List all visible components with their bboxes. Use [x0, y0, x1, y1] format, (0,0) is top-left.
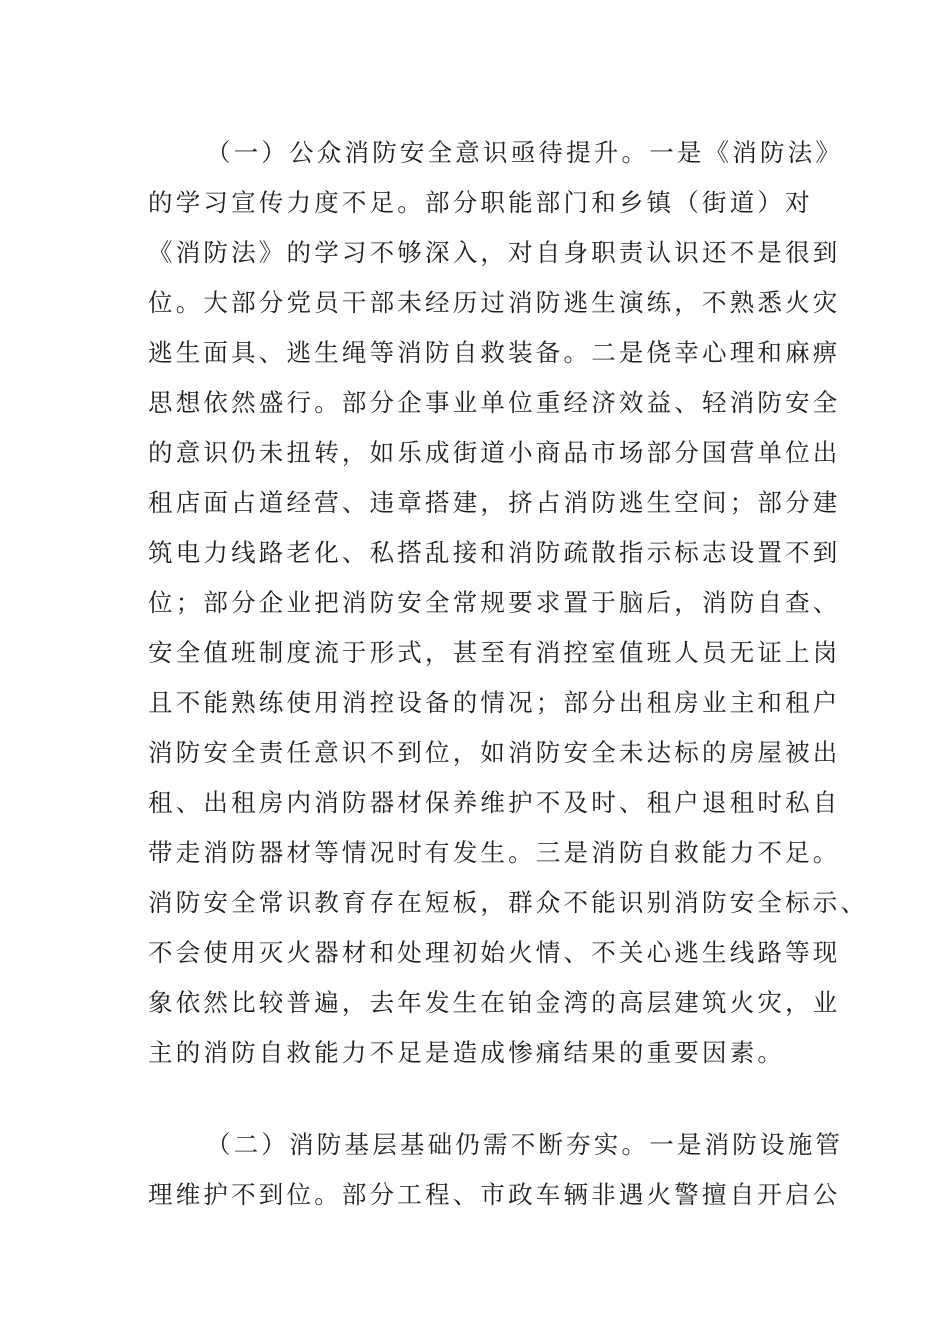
paragraph-line: 租、出租房内消防器材保养维护不及时、租户退租时私自	[148, 788, 841, 817]
paragraph-line: 主的消防自救能力不足是造成惨痛结果的重要因素。	[148, 1038, 786, 1067]
paragraph-line: 的学习宣传力度不足。部分职能部门和乡镇（街道）对	[148, 188, 813, 217]
paragraph-line: 租店面占道经营、违章搭建，挤占消防逃生空间；部分建	[148, 488, 841, 517]
paragraph-line: 逃生面具、逃生绳等消防自救装备。二是侥幸心理和麻痹	[148, 338, 841, 367]
paragraph-line: 思想依然盛行。部分企事业单位重经济效益、轻消防安全	[148, 388, 841, 417]
paragraph-line: 理维护不到位。部分工程、市政车辆非遇火警擅自开启公	[148, 1180, 841, 1209]
paragraph-line: 安全值班制度流于形式，甚至有消控室值班人员无证上岗	[148, 638, 841, 667]
paragraph-public-fire-safety-awareness	[148, 128, 869, 1078]
paragraph-line: 位；部分企业把消防安全常规要求置于脑后，消防自查、	[148, 588, 841, 617]
paragraph-line: 消防安全责任意识不到位，如消防安全未达标的房屋被出	[148, 738, 841, 767]
paragraph-line: 带走消防器材等情况时有发生。三是消防自救能力不足。	[148, 838, 841, 867]
paragraph-line: 《消防法》的学习不够深入，对自身职责认识还不是很到	[148, 238, 841, 267]
paragraph-line: 且不能熟练使用消控设备的情况；部分出租房业主和租户	[148, 688, 841, 717]
paragraph-fire-grassroots-foundation	[148, 1120, 844, 1220]
paragraph-line: 不会使用灭火器材和处理初始火情、不关心逃生线路等现	[148, 938, 841, 967]
paragraph-line: 象依然比较普遍，去年发生在铂金湾的高层建筑火灾，业	[148, 988, 841, 1017]
paragraph-line: 的意识仍未扭转，如乐成街道小商品市场部分国营单位出	[148, 438, 841, 467]
paragraph-line: 位。大部分党员干部未经历过消防逃生演练，不熟悉火灾	[148, 288, 841, 317]
paragraph-line: （一）公众消防安全意识亟待提升。一是《消防法》	[206, 138, 844, 167]
paragraph-line: （二）消防基层基础仍需不断夯实。一是消防设施管	[206, 1130, 844, 1159]
paragraph-line: 消防安全常识教育存在短板，群众不能识别消防安全标示、	[148, 888, 869, 917]
paragraph-line: 筑电力线路老化、私搭乱接和消防疏散指示标志设置不到	[148, 538, 841, 567]
